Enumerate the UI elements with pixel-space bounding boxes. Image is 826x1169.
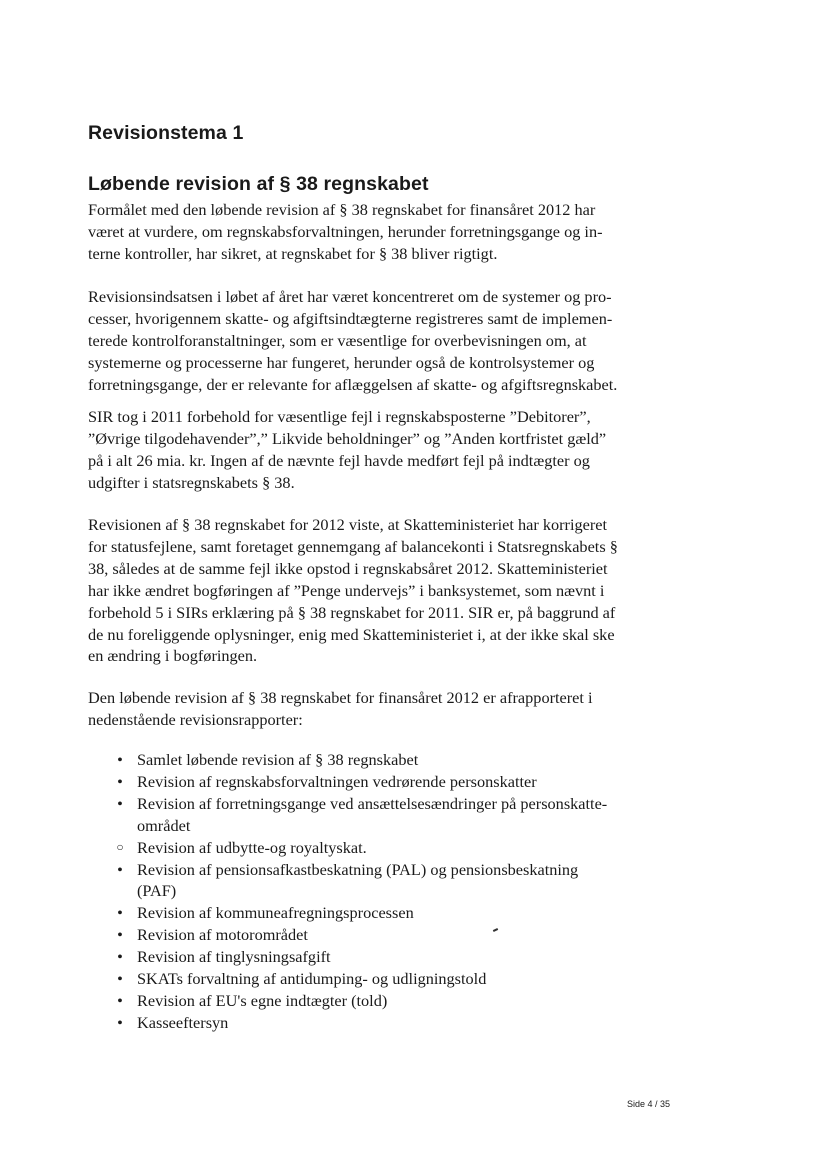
- text-line: 38, således at de samme fejl ikke opstod i regnskabsåret 2012. Skatteministeriet: [88, 558, 608, 578]
- list-item: [110, 968, 607, 990]
- list-item-text: SKATs forvaltning af antidumping- og udligningstold: [137, 969, 487, 989]
- list-item: [110, 793, 607, 837]
- text-line: terne kontroller, har sikret, at regnskabet for § 38 bliver rigtigt.: [88, 243, 498, 263]
- section-title: Revisionstema 1: [88, 122, 244, 144]
- list-item-text: Revision af udbytte-og royaltyskat.: [137, 837, 367, 857]
- list-item: [110, 1012, 607, 1034]
- text-line: forbehold 5 i SIRs erklæring på § 38 regnskabet for 2011. SIR er, på baggrund af: [88, 602, 616, 622]
- text-line: udgifter i statsregnskabets § 38.: [88, 472, 295, 492]
- text-line: en ændring i bogføringen.: [88, 646, 258, 666]
- list-item: [110, 946, 607, 968]
- text-line: har ikke ændret bogføringen af ”Penge undervejs” i banksystemet, som nævnt i: [88, 580, 605, 600]
- list-item-text: Revision af EU's egne indtægter (told): [137, 990, 388, 1010]
- paragraph-effort: [88, 286, 617, 396]
- list-item-text: Revision af forretningsgange ved ansættelsesændringer på personskatte-: [137, 793, 608, 813]
- list-item-text: Revision af pensionsafkastbeskatning (PAL) og pensionsbeskatning: [137, 859, 579, 879]
- revision-report-list: [110, 749, 607, 1034]
- paragraph-reports-intro: [88, 687, 593, 731]
- section-subtitle: Løbende revision af § 38 regnskabet: [88, 173, 429, 195]
- bullet-icon: •: [117, 750, 123, 769]
- bullet-icon: •: [117, 903, 123, 923]
- list-item: [110, 902, 607, 924]
- text-line: Formålet med den løbende revision af § 38 regnskabet for finansåret 2012 har: [88, 200, 596, 219]
- text-line: nedenstående revisionsrapporter:: [88, 709, 303, 729]
- list-item-text: området: [137, 815, 191, 835]
- text-line: på i alt 26 mia. kr. Ingen af de nævnte fejl havde medført fejl på indtægter og: [88, 450, 590, 470]
- list-item-text: Samlet løbende revision af § 38 regnskabet: [137, 750, 419, 769]
- text-line: cesser, hvorigennem skatte- og afgiftsindtægterne registreres samt de implemen-: [88, 308, 613, 328]
- list-item-text: Kasseeftersyn: [137, 1012, 229, 1032]
- list-item-text: Revision af motorområdet: [137, 925, 308, 945]
- text-line: været at vurdere, om regnskabsforvaltningen, herunder forretningsgange og in-: [88, 221, 603, 241]
- bullet-icon: •: [117, 1012, 123, 1032]
- list-item-text: (PAF): [137, 881, 177, 901]
- paragraph-reservation: [88, 406, 606, 494]
- text-line: Revisionen af § 38 regnskabet for 2012 viste, at Skatteministeriet har korrigeret: [88, 515, 608, 534]
- text-line: ”Øvrige tilgodehavender”,” Likvide beholdninger” og ”Anden kortfristet gæld”: [88, 428, 607, 448]
- paragraph-purpose: [88, 199, 603, 265]
- list-item: [110, 837, 607, 859]
- list-item: [110, 859, 607, 903]
- text-line: SIR tog i 2011 forbehold for væsentlige fejl i regnskabsposterne ”Debitorer”,: [88, 407, 591, 426]
- circle-bullet-icon: ○: [116, 839, 124, 854]
- paragraph-revision-2012: [88, 514, 618, 667]
- bullet-icon: •: [117, 859, 123, 879]
- list-item-text: Revision af tinglysningsafgift: [137, 947, 331, 967]
- page-number: Side 4 / 35: [627, 1099, 671, 1109]
- bullet-icon: •: [117, 990, 123, 1010]
- list-item: [110, 924, 607, 946]
- bullet-icon: •: [117, 771, 123, 791]
- list-item-text: Revision af regnskabsforvaltningen vedrørende personskatter: [137, 771, 537, 791]
- list-item: [110, 771, 607, 793]
- text-line: Revisionsindsatsen i løbet af året har været koncentreret om de systemer og pro-: [88, 287, 612, 306]
- text-line: systemerne og processerne har fungeret, herunder også de kontrolsystemer og: [88, 352, 595, 372]
- list-item: [110, 749, 607, 771]
- text-line: de nu foreliggende oplysninger, enig med Skatteministeriet i, at der ikke skal ske: [88, 624, 615, 644]
- text-line: for statusfejlene, samt foretaget gennemgang af balancekonti i Statsregnskabets §: [88, 536, 618, 556]
- bullet-icon: •: [117, 947, 123, 967]
- bullet-icon: •: [117, 925, 123, 945]
- bullet-icon: •: [117, 969, 123, 989]
- text-line: terede kontrolforanstaltninger, som er væsentlige for overbevisningen om, at: [88, 330, 587, 350]
- list-item-text: Revision af kommuneafregningsprocessen: [137, 903, 414, 923]
- text-line: forretningsgange, der er relevante for aflæggelsen af skatte- og afgiftsregnskabet.: [88, 374, 618, 394]
- bullet-icon: •: [117, 793, 123, 813]
- list-item: [110, 990, 607, 1012]
- text-line: Den løbende revision af § 38 regnskabet for finansåret 2012 er afrapporteret i: [88, 688, 593, 707]
